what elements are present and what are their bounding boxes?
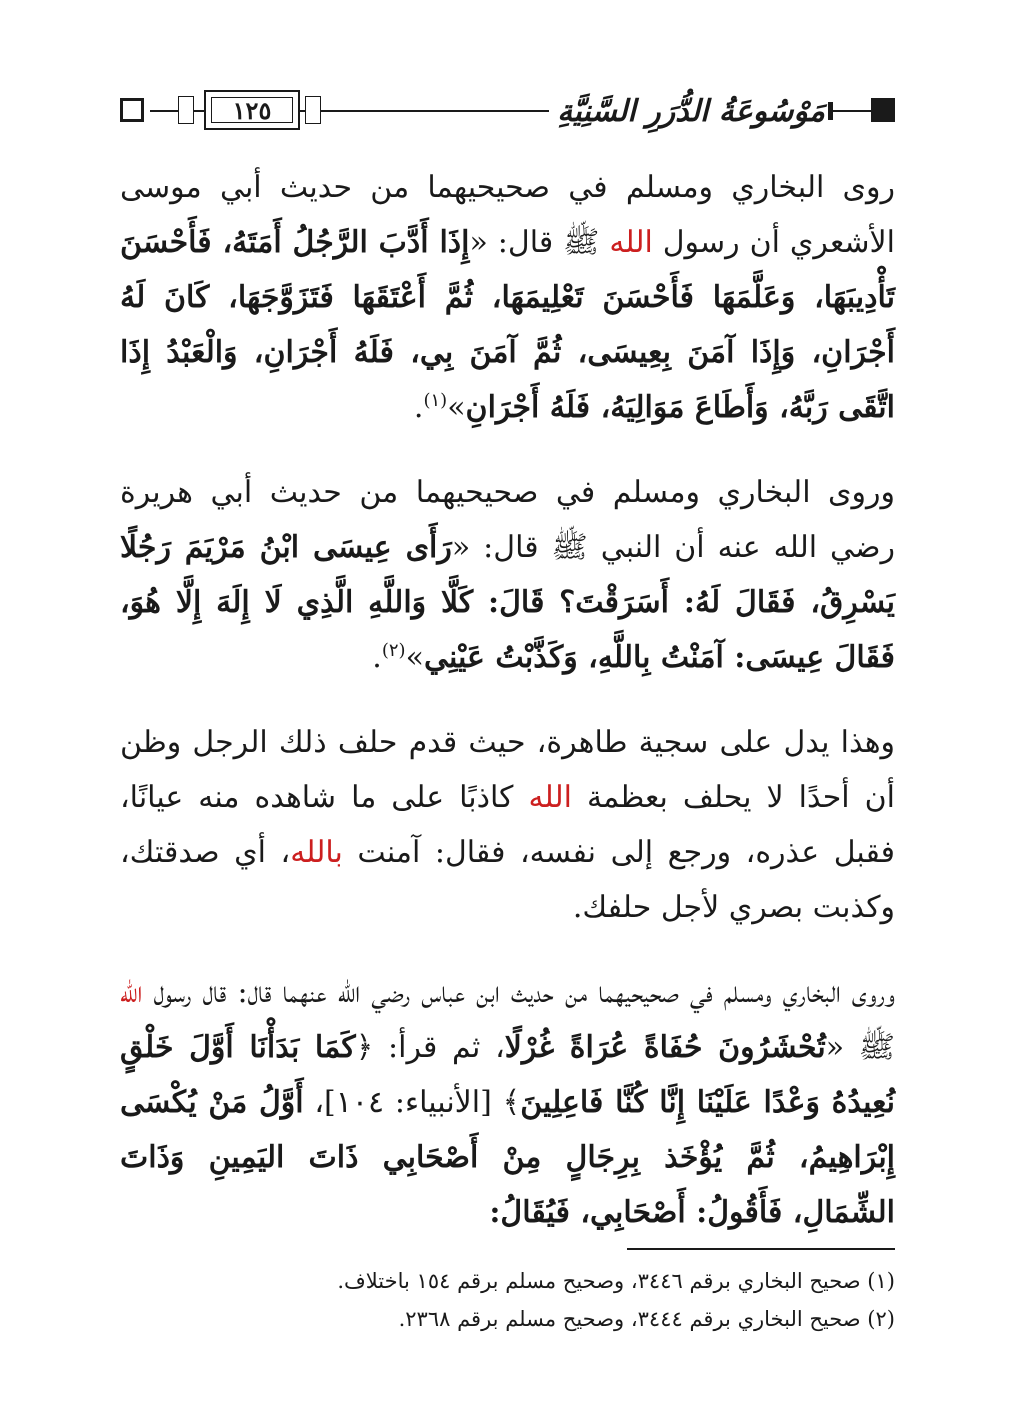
p3-highlight-allah: الله	[528, 780, 572, 815]
p1-footnote-ref[interactable]: (١)	[423, 390, 448, 411]
paragraph-4	[120, 965, 895, 1240]
main-text	[120, 160, 895, 1270]
p2-footnote-ref[interactable]: (٢)	[381, 640, 406, 661]
p3-highlight-bi-allah: بالله	[290, 835, 343, 870]
footnote-1: (١) صحيح البخاري برقم ٣٤٤٦، وصحيح مسلم برقم ١٥٤ باختلاف.	[337, 1269, 895, 1293]
header-ornament-left	[178, 96, 194, 124]
p2-text-3: .	[372, 640, 382, 675]
p4-text-1: وروى البخاري ومسلم في صحيحيهما من حديث ابن عباس رضي الله عنهما قال: قال رسول	[142, 975, 895, 1010]
p4-hadith-1: تُحْشَرُونَ حُفَاةً عُرَاةً غُرْلًا	[504, 1030, 826, 1065]
header-square-right	[871, 98, 895, 122]
header-bar-right	[828, 102, 833, 120]
p3-text-3: ، أي صدقتك، وكذبت بصري لأجل حلفك.	[120, 835, 895, 925]
p4-text-3: ، ثم قرأ: ﴿	[355, 1030, 505, 1065]
paragraph-1	[120, 160, 895, 435]
p4-text-4: ﴾ [الأنبياء: ١٠٤]،	[303, 1085, 521, 1120]
footnotes	[120, 1262, 895, 1338]
paragraph-2	[120, 465, 895, 685]
footnote-2: (٢) صحيح البخاري برقم ٣٤٤٤، وصحيح مسلم برقم ٢٣٦٨.	[398, 1307, 895, 1331]
header-square-left	[120, 98, 144, 122]
p1-text-3: »	[447, 390, 466, 425]
page-number-box	[204, 90, 300, 130]
p3-text-1: وهذا يدل على سجية طاهرة، حيث قدم حلف ذلك الرجل وظن أن أحدًا لا يحلف بعظمة	[120, 725, 895, 815]
p4-hadith-2: أَوَّلُ مَنْ يُكْسَى إِبْرَاهِيمُ، ثُمَّ يُؤْخَذ بِرِجَالٍ مِنْ أَصْحَابِي ذَاتَ اليَمِينِ وَذَاتَ الشِّمَالِ، فَأَقُولُ: أَصْحَابِي، فَيُقَالُ:	[120, 1085, 895, 1230]
page-header	[120, 86, 895, 136]
p4-text-2: ﷺ «	[825, 1030, 896, 1065]
p4-highlight-allah: الله	[120, 975, 143, 1010]
p3-text-2: كاذبًا على ما شاهده منه عيانًا، فقبل عذره، ورجع إلى نفسه، فقال: آمنت	[120, 780, 896, 870]
p4-quran-verse: كَمَا بَدَأْنَا أَوَّلَ خَلْقٍ نُعِيدُهُ وَعْدًا عَلَيْنَا إِنَّا كُنَّا فَاعِلِينَ	[120, 1030, 895, 1120]
p1-text-1: روى البخاري ومسلم في صحيحيهما من حديث أبي موسى الأشعري أن رسول	[120, 170, 896, 260]
p1-text-4: .	[413, 390, 424, 425]
header-ornament-right	[305, 96, 321, 124]
p1-text-2: ﷺ قال: «	[469, 225, 610, 260]
p1-hadith: إِذَا أَدَّبَ الرَّجُلُ أَمَتَهُ، فَأَحْسَنَ تَأْدِيبَهَا، وَعَلَّمَهَا فَأَحْسَنَ تَعْلِيمَهَا، ثُمَّ أَعْتَقَهَا فَتَزَوَّجَهَا، كَانَ لَهُ أَجْرَانِ، وَإِذَا آمَنَ بِعِيسَى، ثُمَّ آمَنَ بِي، فَلَهُ أَجْرَانِ، وَالْعَبْدُ إِذَا اتَّقَى رَبَّهُ، وَأَطَاعَ مَوَالِيَهُ، فَلَهُ أَجْرَانِ	[120, 225, 895, 425]
p2-hadith: رَأَى عِيسَى ابْنُ مَرْيَمَ رَجُلًا يَسْرِقُ، فَقَالَ لَهُ: أَسَرَقْتَ؟ قَالَ: كَلَّا وَاللَّهِ الَّذِي لَا إِلَهَ إِلَّا هُوَ، فَقَالَ عِيسَى: آمَنْتُ بِاللَّهِ، وَكَذَّبْتُ عَيْنِي	[120, 530, 895, 675]
p2-text-1: وروى البخاري ومسلم في صحيحيهما من حديث أبي هريرة رضي الله عنه أن النبي ﷺ قال: «	[120, 475, 895, 565]
p2-text-2: »	[405, 640, 424, 675]
page-number: ١٢٥	[232, 95, 272, 125]
paragraph-3	[120, 715, 895, 935]
book-title: مَوْسُوعَةُ الدُّرَرِ السَّنِيَّةِ	[549, 86, 833, 136]
footnote-divider	[627, 1248, 895, 1250]
p1-highlight-allah: الله	[609, 225, 653, 260]
